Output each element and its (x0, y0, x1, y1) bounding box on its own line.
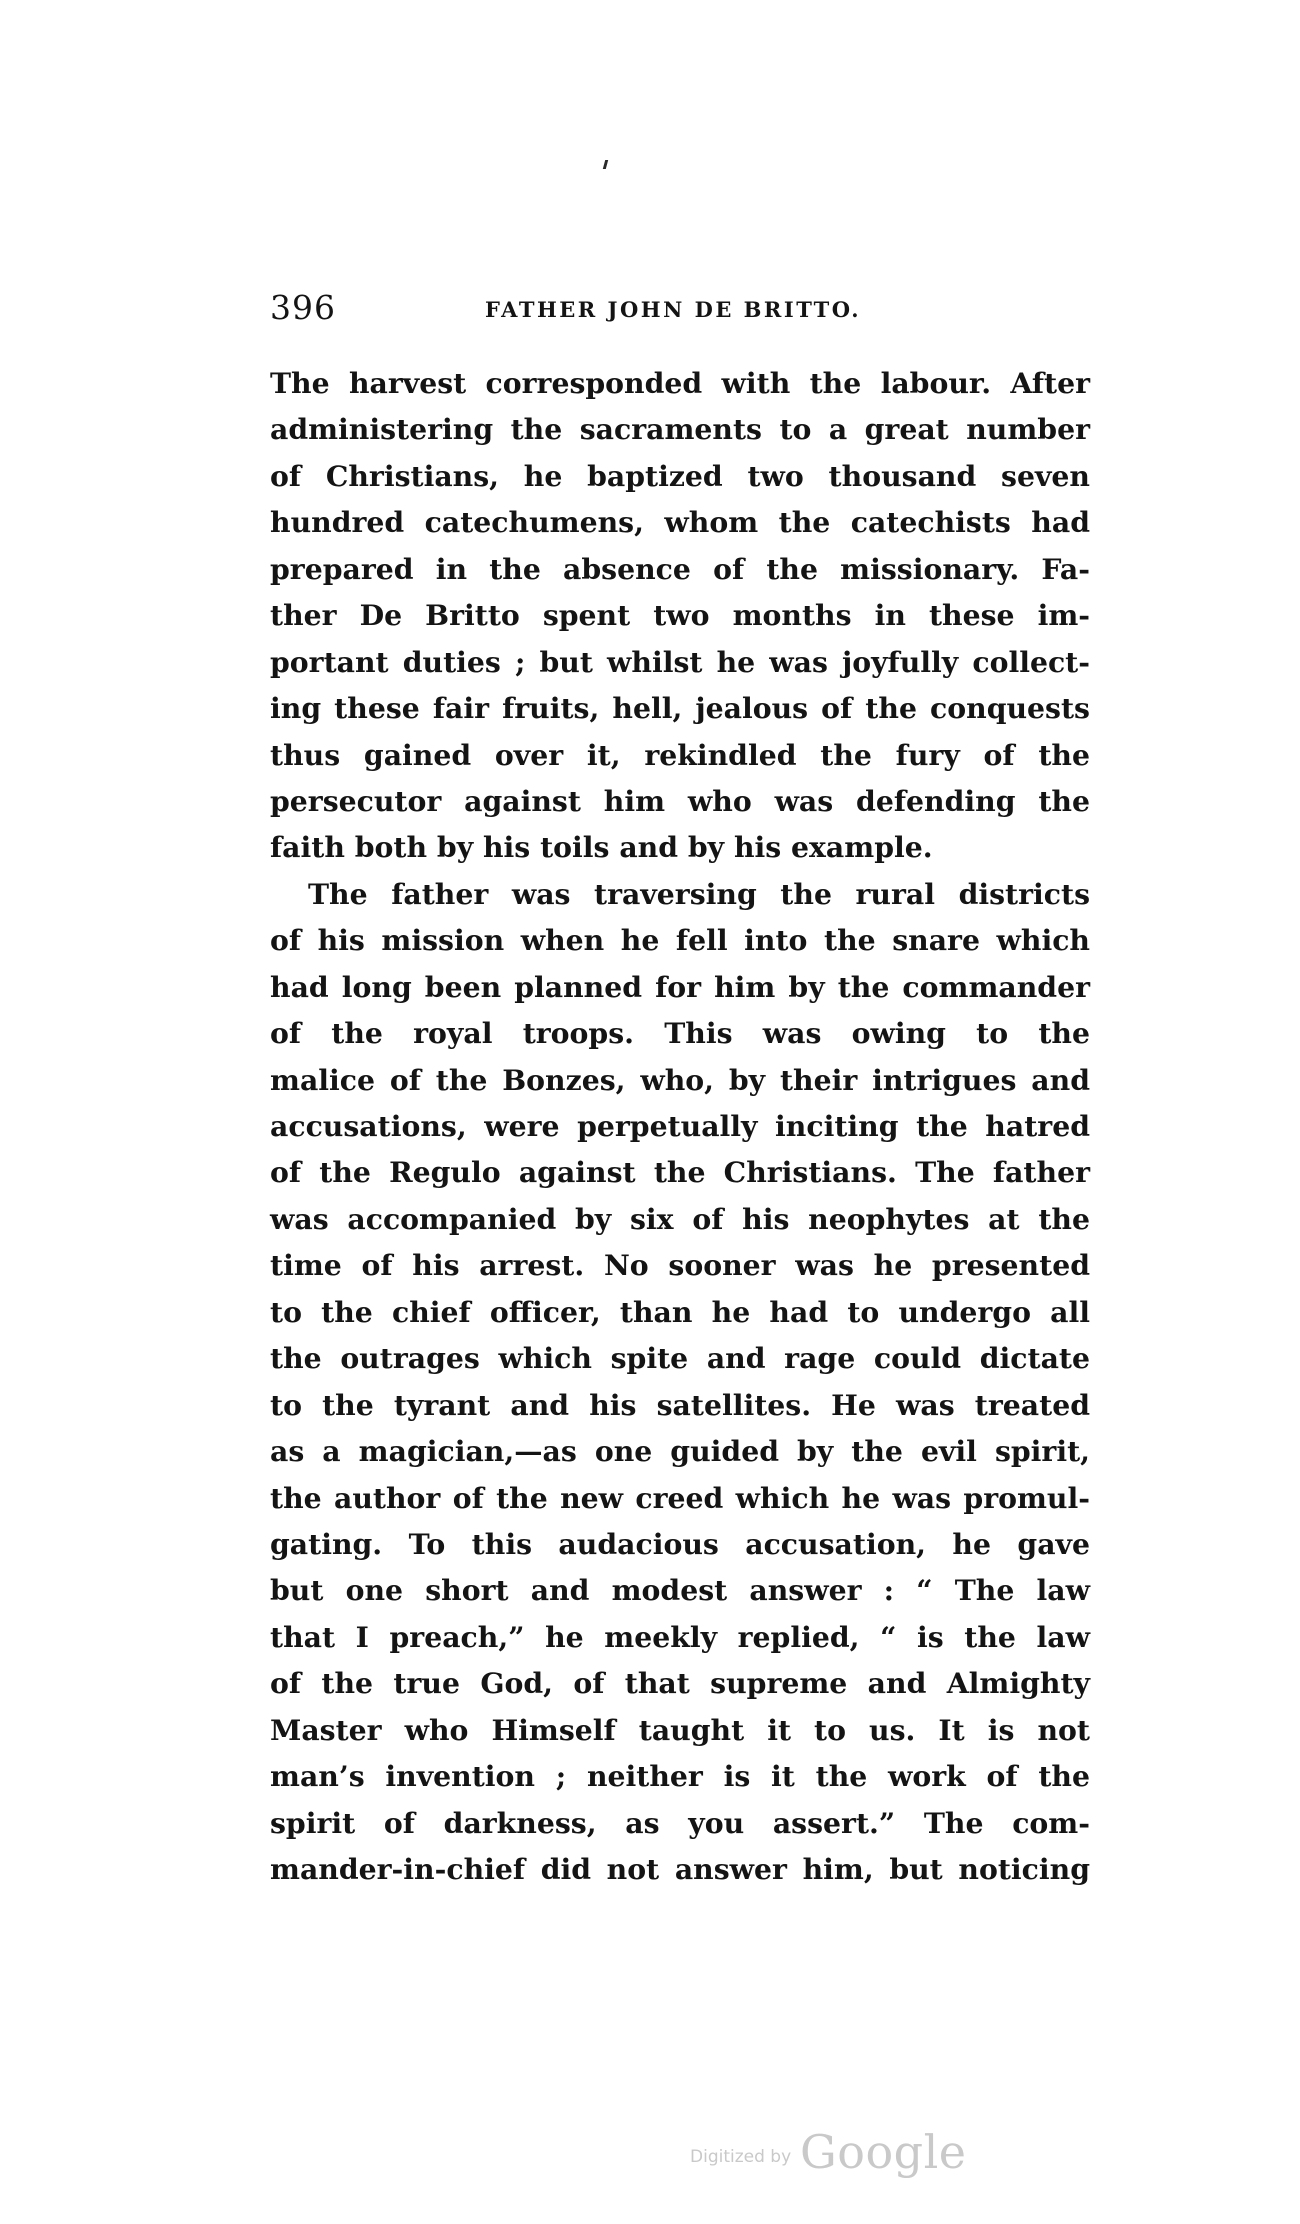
text-line: ing these fair fruits, hell, jealous of the conquests (270, 691, 1090, 726)
page-number: 396 (270, 288, 336, 327)
text-line: of the Regulo against the Christians. The father (270, 1155, 1090, 1190)
text-line: was accompanied by six of his neophytes at the (270, 1201, 1090, 1236)
text-line: time of his arrest. No sooner was he presented (270, 1248, 1090, 1283)
text-line: Master who Himself taught it to us. It is not (270, 1712, 1090, 1747)
text-line: of the royal troops. This was owing to the (270, 1016, 1090, 1051)
digitized-by-label: Digitized by (690, 2147, 792, 2167)
paragraph-2 (270, 871, 1090, 1893)
text-line: to the chief officer, than he had to undergo all (270, 1294, 1090, 1329)
text-line: thus gained over it, rekindled the fury of the (270, 737, 1090, 772)
stray-ink-mark (603, 160, 608, 169)
text-line: faith both by his toils and by his example. (270, 830, 933, 865)
text-line: the author of the new creed which he was promul- (270, 1480, 1090, 1515)
text-line: mander-in-chief did not answer him, but noticing (270, 1852, 1090, 1886)
text-line: hundred catechumens, whom the catechists had (270, 505, 1090, 540)
text-line: malice of the Bonzes, who, by their intrigues and (270, 1062, 1090, 1097)
google-logo: Google (800, 2125, 967, 2179)
text-line: of the true God, of that supreme and Almighty (270, 1666, 1090, 1701)
text-line: to the tyrant and his satellites. He was treated (270, 1387, 1090, 1422)
text-line: had long been planned for him by the commander (270, 969, 1090, 1004)
running-title: FATHER JOHN DE BRITTO. (485, 297, 862, 322)
text-line: of his mission when he fell into the snare which (270, 923, 1090, 958)
text-line: man’s invention ; neither is it the work of the (270, 1759, 1090, 1794)
text-line: gating. To this audacious accusation, he gave (270, 1526, 1090, 1561)
text-line: The father was traversing the rural districts (308, 876, 1090, 911)
text-line: persecutor against him who was defending the (270, 783, 1090, 818)
text-line: ther De Britto spent two months in these im- (270, 598, 1090, 633)
text-line: portant duties ; but whilst he was joyfully collect- (270, 644, 1090, 679)
text-line: that I preach,” he meekly replied, “ is the law (270, 1619, 1090, 1654)
text-line: spirit of darkness, as you assert.” The com- (270, 1805, 1090, 1840)
text-line: administering the sacraments to a great number (270, 412, 1090, 447)
text-line: but one short and modest answer : “ The law (270, 1573, 1090, 1608)
text-line: as a magician,—as one guided by the evil spirit, (270, 1434, 1090, 1469)
text-line: accusations, were perpetually inciting the hatred (270, 1109, 1090, 1143)
text-line: of Christians, he baptized two thousand seven (270, 458, 1090, 493)
text-line: The harvest corresponded with the labour. After (270, 366, 1090, 400)
running-head (270, 288, 1090, 328)
paragraph-1 (270, 360, 1090, 871)
body-text (270, 360, 1090, 1892)
text-line: the outrages which spite and rage could dictate (270, 1341, 1090, 1376)
text-line: prepared in the absence of the missionary. Fa- (270, 551, 1090, 586)
